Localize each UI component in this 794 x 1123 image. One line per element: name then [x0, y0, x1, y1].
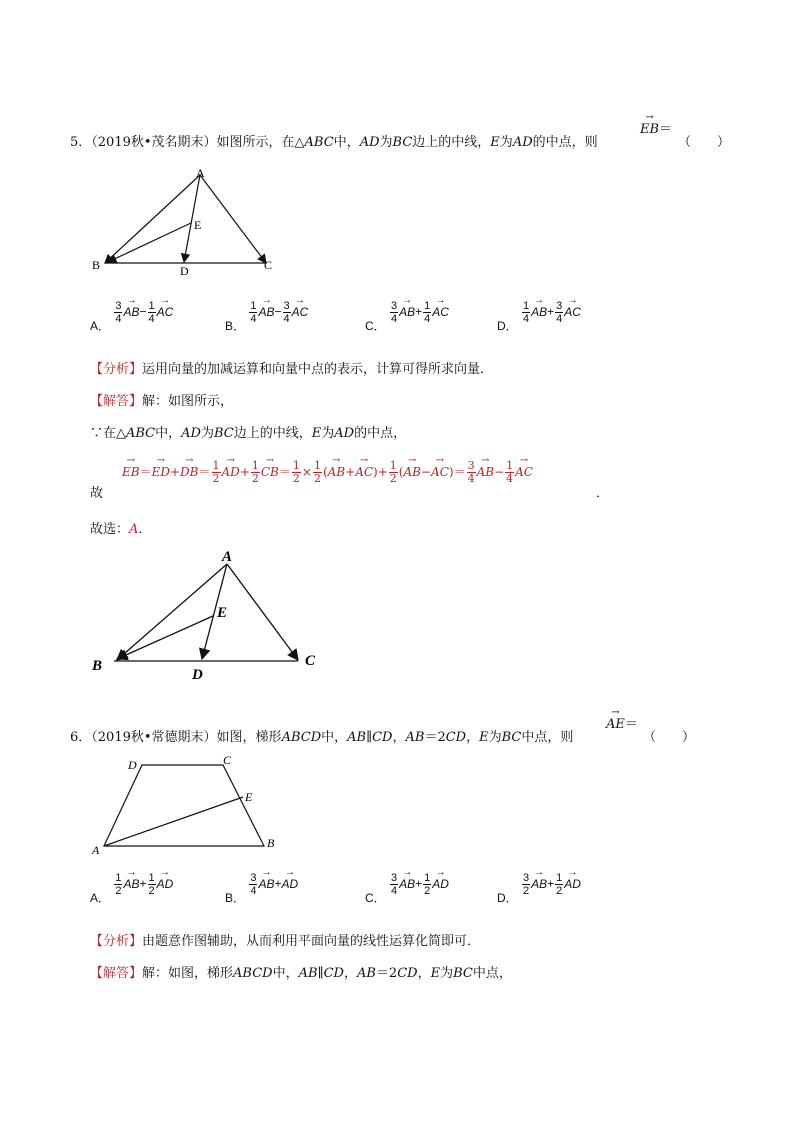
- num: 1: [148, 300, 155, 312]
- q6-option-a[interactable]: [90, 872, 174, 905]
- q5-fig1-side-ac: [200, 175, 266, 263]
- q5-fig2-side-ac: [227, 564, 298, 660]
- part: ，: [392, 730, 406, 745]
- f: −: [420, 465, 432, 479]
- num: 3: [391, 872, 398, 884]
- den: 2: [523, 885, 530, 897]
- f: 2: [313, 472, 321, 485]
- q6-option-c-op: +: [415, 876, 423, 891]
- q5-option-b-label: B．: [225, 318, 246, 333]
- f: → EB: [122, 465, 140, 479]
- var: CD: [323, 966, 344, 981]
- part: ∵在△: [90, 426, 126, 441]
- q5-option-a[interactable]: [90, 300, 174, 333]
- q6-option-c-vec2: → AD: [432, 877, 449, 891]
- choose-end: ．: [138, 522, 152, 537]
- q5-option-d-coef2: [555, 300, 563, 325]
- var: AB: [298, 966, 318, 981]
- f: 1: [292, 459, 300, 472]
- q5-fig1-label-e: E: [194, 218, 202, 232]
- f: 4: [506, 472, 514, 485]
- q5-option-b-vec2: → AC: [292, 305, 309, 319]
- analysis-text: 运用向量的加减运算和向量中点的表示，计算可得所求向量．: [142, 362, 494, 377]
- q5-fig2-label-a: A: [222, 549, 233, 565]
- q5-figure-2: [88, 545, 333, 685]
- part: ＝2: [424, 730, 446, 745]
- part: 为: [200, 426, 214, 441]
- part: ∥: [366, 730, 373, 745]
- answer-tag: 【解答】: [90, 966, 143, 981]
- var: AD: [181, 426, 201, 441]
- f: [467, 460, 476, 485]
- f: (: [398, 465, 404, 479]
- den: 4: [523, 313, 530, 325]
- q6-option-d[interactable]: [497, 872, 581, 905]
- q6-source: （2019秋•常德期末）: [91, 730, 217, 745]
- q6-option-b-label: B．: [225, 890, 246, 905]
- f: 2: [292, 472, 300, 485]
- q6-option-d-coef1: [522, 872, 530, 897]
- q6-option-a-vec1: → AB: [123, 877, 139, 891]
- num: 1: [424, 872, 431, 884]
- q6-fig-label-b: B: [267, 836, 275, 850]
- q5-option-c-op: +: [415, 304, 423, 319]
- part: ，: [466, 730, 480, 745]
- f: ×: [301, 465, 312, 479]
- q5-option-c-vec1: → AB: [399, 305, 415, 319]
- part: 为: [321, 426, 335, 441]
- var: E: [430, 966, 441, 981]
- num: 3: [250, 872, 257, 884]
- q5-option-c-coef2: [423, 300, 431, 325]
- q5-source: （2019秋•茂名期末）: [91, 135, 217, 150]
- q6-option-c-coef2: [423, 872, 431, 897]
- q5-option-b-coef2: [283, 300, 291, 325]
- den: 4: [424, 313, 431, 325]
- part: ∥: [317, 966, 324, 981]
- q5-fig2-label-b: B: [92, 658, 103, 674]
- num: 3: [115, 300, 122, 312]
- f: → AC: [355, 465, 373, 479]
- f: 2: [251, 472, 259, 485]
- q5-option-d-coef1: [522, 300, 530, 325]
- part: ＝2: [375, 966, 398, 981]
- q5-stem-part: 为: [379, 135, 393, 150]
- q5-fig1-label-a: A: [196, 166, 205, 180]
- var: BC: [213, 426, 234, 441]
- q5-fig2-label-e: E: [217, 605, 228, 621]
- q6-option-b[interactable]: [225, 872, 299, 905]
- f: 1: [313, 459, 321, 472]
- den: 4: [250, 885, 257, 897]
- den: 4: [250, 313, 257, 325]
- q5-stem-part: 为: [499, 135, 513, 150]
- part: ，: [343, 966, 357, 981]
- q5-because-line: [90, 422, 406, 441]
- q5-fig1-seg-eb: [108, 223, 191, 262]
- f: +: [345, 465, 356, 479]
- var: AD: [334, 426, 355, 441]
- part: 解：如图，梯形: [142, 966, 234, 981]
- var: ABCD: [281, 730, 322, 745]
- q6-number: 6．: [70, 730, 92, 745]
- q5-fig1-label-d: D: [180, 264, 189, 278]
- q6-option-b-vec1: → AB: [258, 877, 274, 891]
- num: 3: [391, 300, 398, 312]
- part: 的中点，: [354, 426, 407, 441]
- den: 4: [391, 885, 398, 897]
- f: 1: [389, 459, 397, 472]
- q5-stem-part: 中，: [333, 135, 360, 150]
- q5-option-d-op: +: [547, 304, 555, 319]
- f: → AC: [515, 465, 533, 479]
- q6-fig-trapezoid: [104, 765, 264, 846]
- part: 边上的中线，: [233, 426, 312, 441]
- q6-figure: [88, 750, 288, 860]
- num: 1: [115, 872, 122, 884]
- q5-stem-var: ABC: [304, 135, 334, 150]
- var: CD: [372, 730, 393, 745]
- q5-fig2-label-d: D: [192, 667, 203, 683]
- q6-option-b-op: +: [274, 876, 282, 891]
- q6-option-a-op: +: [139, 876, 147, 891]
- q5-option-a-op: −: [139, 304, 147, 319]
- q5-stem-part: 如图所示，在△: [216, 135, 305, 150]
- den: 2: [424, 885, 431, 897]
- var: E: [479, 730, 489, 745]
- q6-target-vec: → AE: [606, 717, 625, 732]
- f: +: [239, 465, 250, 479]
- f: ＝: [278, 465, 291, 479]
- q5-option-d[interactable]: [497, 300, 581, 333]
- q6-fig-label-c: C: [223, 753, 232, 767]
- q5-stem-var: BC: [392, 135, 413, 150]
- q6-target-vector: [606, 713, 638, 732]
- q5-analysis: [90, 358, 493, 377]
- q5-stem-var: AD: [359, 135, 380, 150]
- den: 2: [556, 885, 563, 897]
- f: ): [373, 465, 378, 479]
- q5-stem-var: E: [490, 135, 500, 150]
- q5-fig1-label-b: B: [92, 258, 101, 272]
- q5-option-d-vec2: → AC: [564, 305, 581, 319]
- den: 4: [391, 313, 398, 325]
- q6-target-eq: ＝: [624, 717, 638, 732]
- part: 中，: [155, 426, 182, 441]
- q6-option-d-vec2: → AD: [564, 877, 581, 891]
- q5-option-b-vec1: → AB: [258, 305, 274, 319]
- var: BC: [453, 966, 473, 981]
- q5-option-b-coef1: [249, 300, 257, 325]
- analysis-text: 由题意作图辅助，从而利用平面向量的线性运算化简即可．: [142, 934, 481, 949]
- answer-intro-text: 解：如图所示，: [142, 394, 234, 409]
- num: 3: [283, 300, 290, 312]
- den: 4: [115, 313, 122, 325]
- q6-answer-paren: （ ）: [643, 730, 696, 745]
- f: [292, 460, 301, 485]
- f: (: [322, 465, 328, 479]
- q5-target-vec: → EB: [640, 122, 659, 137]
- var: AB: [347, 730, 367, 745]
- num: 1: [523, 300, 530, 312]
- q5-formula-end: ．: [596, 486, 610, 501]
- q5-formula: [122, 460, 533, 485]
- den: 4: [148, 313, 155, 325]
- q5-fig2-seg-eb: [117, 616, 213, 659]
- f: ＝: [453, 465, 466, 479]
- f: [251, 460, 260, 485]
- f: −: [494, 465, 505, 479]
- den: 4: [556, 313, 563, 325]
- f: 2: [212, 472, 220, 485]
- q5-option-b-op: −: [274, 304, 282, 319]
- f: +: [377, 465, 388, 479]
- q6-option-d-op: +: [547, 876, 555, 891]
- q5-fig1-label-c: C: [264, 258, 273, 272]
- var: E: [311, 426, 322, 441]
- q6-option-c-coef1: [390, 872, 398, 897]
- q5-option-c-coef1: [390, 300, 398, 325]
- q6-option-a-coef1: [114, 872, 122, 897]
- den: 4: [283, 313, 290, 325]
- var: BC: [501, 730, 522, 745]
- q6-option-b-coef1: [249, 872, 257, 897]
- f: → CB: [261, 465, 279, 479]
- num: 3: [523, 872, 530, 884]
- analysis-tag: 【分析】: [90, 934, 143, 949]
- var: ABCD: [233, 966, 273, 981]
- part: 中，: [321, 730, 348, 745]
- q6-option-c[interactable]: [365, 872, 449, 905]
- q5-option-a-vec2: → AC: [157, 305, 174, 319]
- num: 3: [556, 300, 563, 312]
- f: 1: [251, 459, 259, 472]
- q6-analysis: [90, 930, 480, 949]
- num: 1: [556, 872, 563, 884]
- f: → AC: [431, 465, 449, 479]
- f: [505, 460, 514, 485]
- q6-option-a-coef2: [148, 872, 156, 897]
- q5-stem-part: 的中点，则: [532, 135, 598, 150]
- answer-tag: 【解答】: [90, 394, 143, 409]
- part: 中，: [272, 966, 299, 981]
- q6-stem: [70, 726, 573, 745]
- f: 1: [212, 459, 220, 472]
- q6-fig-label-a: A: [92, 843, 100, 857]
- q5-option-c-label: C．: [365, 318, 386, 333]
- q5-choose: [90, 518, 151, 537]
- q5-number: 5．: [70, 135, 92, 150]
- f: → AB: [477, 465, 494, 479]
- var: CD: [445, 730, 467, 745]
- f: 3: [467, 459, 475, 472]
- f: 2: [389, 472, 397, 485]
- var: CD: [397, 966, 418, 981]
- q6-option-c-vec1: → AB: [399, 877, 415, 891]
- q5-option-a-label: A．: [90, 318, 111, 333]
- q6-option-d-label: D．: [497, 890, 518, 905]
- part: 为: [488, 730, 502, 745]
- q5-stem-part: 边上的中线，: [412, 135, 491, 150]
- q5-option-a-coef1: [114, 300, 122, 325]
- part: 为: [440, 966, 454, 981]
- part: 中点，则: [521, 730, 574, 745]
- q5-option-c[interactable]: [365, 300, 449, 333]
- num: 1: [250, 300, 257, 312]
- var: ABC: [126, 426, 156, 441]
- q6-fig-label-d: D: [128, 758, 137, 772]
- f: 1: [506, 459, 514, 472]
- f: ＝: [198, 465, 211, 479]
- q5-so-label: 故: [90, 486, 104, 501]
- q5-option-b[interactable]: [225, 300, 309, 333]
- q5-answer-paren: （ ）: [678, 135, 731, 150]
- part: ，: [417, 966, 431, 981]
- f: ): [448, 465, 454, 479]
- part: 如图，梯形: [216, 730, 282, 745]
- num: 1: [148, 872, 155, 884]
- f: +: [169, 465, 181, 479]
- q5-stem: [70, 131, 598, 150]
- num: 1: [424, 300, 431, 312]
- q5-option-a-coef2: [148, 300, 156, 325]
- q6-fig-seg-ae: [104, 797, 243, 846]
- q5-fig2-label-c: C: [305, 653, 316, 669]
- var: AB: [405, 730, 425, 745]
- q5-fig2-side-ab: [117, 564, 227, 660]
- q6-answer: [90, 962, 512, 981]
- q5-option-c-vec2: → AC: [432, 305, 449, 319]
- var: AB: [356, 966, 376, 981]
- q5-target-vector: [640, 118, 672, 137]
- f: 4: [467, 472, 475, 485]
- den: 2: [148, 885, 155, 897]
- q6-option-c-label: C．: [365, 890, 386, 905]
- f: → DB: [180, 465, 198, 479]
- f: ＝: [139, 465, 152, 479]
- analysis-tag: 【分析】: [90, 362, 143, 377]
- f: [212, 460, 221, 485]
- choose-text: 故选：: [90, 522, 130, 537]
- den: 2: [115, 885, 122, 897]
- q6-option-d-coef2: [555, 872, 563, 897]
- q5-target-eq: ＝: [659, 122, 673, 137]
- q5-option-a-vec1: → AB: [123, 305, 139, 319]
- part: 中点，: [472, 966, 512, 981]
- q5-stem-var: AD: [512, 135, 533, 150]
- choose-answer: A: [129, 522, 139, 537]
- q6-option-b-vec2: → AD: [282, 877, 299, 891]
- f: [313, 460, 322, 485]
- f: → ED: [152, 465, 170, 479]
- q6-fig-label-e: E: [245, 790, 253, 804]
- q6-option-d-vec1: → AB: [531, 877, 547, 891]
- q6-option-a-label: A．: [90, 890, 111, 905]
- q6-option-a-vec2: → AD: [157, 877, 174, 891]
- f: → AB: [328, 465, 345, 479]
- f: [389, 460, 398, 485]
- q5-answer-intro: [90, 390, 233, 409]
- f: → AD: [222, 465, 240, 479]
- q5-option-d-vec1: → AB: [531, 305, 547, 319]
- f: → AB: [403, 465, 420, 479]
- q5-figure-1: [88, 165, 288, 280]
- q5-option-d-label: D．: [497, 318, 518, 333]
